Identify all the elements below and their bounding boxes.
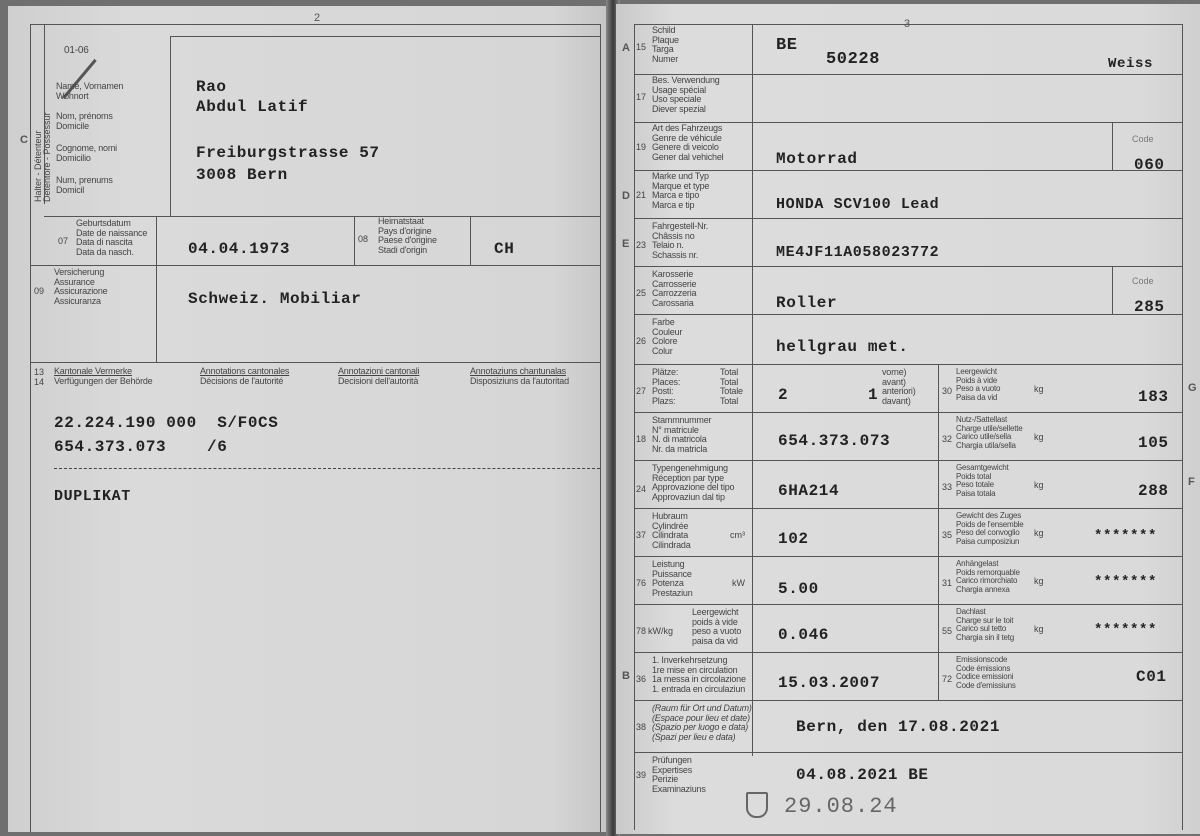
towing-load-value: ******* <box>1094 574 1158 590</box>
payload-unit: kg <box>1034 432 1044 442</box>
inspection-value: 04.08.2021 BE <box>796 766 929 784</box>
train-weight-value: ******* <box>1094 528 1158 544</box>
power-ratio-value: 0.046 <box>778 626 830 644</box>
field-23-number: 23 <box>636 240 647 250</box>
color-label: Farbe Couleur Colore Colur <box>652 317 683 356</box>
first-registration-label: 1. Inverkehrsetzung 1re mise en circulation 1a messa in circolazione 1. entrada en circulaziun <box>652 655 746 694</box>
first-registration-value: 15.03.2007 <box>778 674 881 692</box>
body-code-label: Code <box>1132 276 1154 286</box>
field-32-number: 32 <box>942 434 953 444</box>
frame-right <box>600 24 601 364</box>
field-08-number: 08 <box>358 234 369 244</box>
holder-name-label: Name, Vornamen Wohnort <box>56 81 124 101</box>
place-date-label: (Raum für Ort und Datum) (Espace pour lieu et date) (Spazio per luogo e data) (Spazi per lieu e data) <box>652 703 752 742</box>
roof-load-unit: kg <box>1034 624 1044 634</box>
insurance-value: Schweiz. Mobiliar <box>188 290 362 308</box>
displacement-value: 102 <box>778 530 809 548</box>
frame-top <box>634 24 1182 25</box>
origin-value: CH <box>494 240 515 258</box>
page-number: 3 <box>904 18 911 30</box>
annotations-fr-1: Annotations cantonales <box>200 366 290 376</box>
vin-label: Fahrgestell-Nr. Châssis no Telaio n. Schassis nr. <box>652 221 709 260</box>
frame-right-lower <box>600 362 601 832</box>
vehicle-type-code: 060 <box>1134 156 1165 174</box>
plate-color: Weiss <box>1108 56 1154 72</box>
make-model-value: HONDA SCV100 Lead <box>776 196 940 213</box>
holder-given-names: Abdul Latif <box>196 98 309 116</box>
row-line <box>634 700 1182 701</box>
train-weight-unit: kg <box>1034 528 1044 538</box>
annotations-de-2: Verfügungen der Behörde <box>54 376 153 386</box>
registry-number-label: Stammnummer N° matricule N. di matricola Nr. da matricla <box>652 415 712 454</box>
holder-box-top <box>170 36 600 37</box>
row-line <box>634 314 1182 315</box>
row-line <box>634 556 1182 557</box>
field-78-number: 78 <box>636 626 647 636</box>
field-09-number: 09 <box>34 286 45 296</box>
vehicle-type-code-label: Code <box>1132 134 1154 144</box>
field-33-number: 33 <box>942 482 953 492</box>
field-37-number: 37 <box>636 530 647 540</box>
annotations-it-2: Decisioni dell'autorità <box>338 376 419 386</box>
right-page <box>616 4 1200 834</box>
body-code: 285 <box>1134 298 1165 316</box>
origin-value-divider <box>470 216 471 265</box>
holder-fr-label: Nom, prénoms Domicile <box>56 111 113 131</box>
side-letter-f: F <box>1188 476 1195 488</box>
seats-total-label: Total Total Totale Total <box>720 367 743 406</box>
row-line <box>634 752 1182 753</box>
stamp-date: 29.08.24 <box>784 794 898 819</box>
vin-value: ME4JF11A058023772 <box>776 244 940 261</box>
annotations-rm-2: Disposiziuns da l'autoritad <box>470 376 569 386</box>
type-approval-value: 6HA214 <box>778 482 840 500</box>
payload-label: Nutz-/Sattellast Charge utile/sellette Carico utile/sella Chargia utila/sella <box>956 415 1023 450</box>
left-page <box>8 6 612 832</box>
row-line <box>634 604 1182 605</box>
row-line <box>634 508 1182 509</box>
vehicle-type-label: Art des Fahrzeugs Genre de véhicule Genere di veicolo Gener dal vehichel <box>652 123 724 162</box>
seats-front-value: 1 <box>868 386 879 404</box>
annotation-duplikat: DUPLIKAT <box>54 488 131 505</box>
displacement-unit: cm³ <box>730 530 745 540</box>
roof-load-label: Dachlast Charge sur le toit Carico sul tetto Chargia sin il tetg <box>956 607 1015 642</box>
holder-vertical-label: Halter - Détenteur Detentore - Possessur <box>33 112 52 202</box>
row-line <box>634 412 1182 413</box>
row-divider-birth <box>44 216 600 217</box>
plate-number: 50228 <box>826 50 881 69</box>
label-divider <box>156 216 157 362</box>
field-27-number: 27 <box>636 386 647 396</box>
holder-city: 3008 Bern <box>196 166 288 184</box>
field-18-number: 18 <box>636 434 647 444</box>
seats-front-label: vorne) avant) anteriori) davant) <box>882 367 916 406</box>
type-approval-label: Typengenehmigung Réception par type Approvazione del tipo Approvaziun dal tip <box>652 463 735 502</box>
label-column-divider <box>752 24 753 756</box>
kw-kg-label: kW/kg <box>648 626 674 636</box>
code-column-divider <box>1112 122 1113 170</box>
field-36-number: 36 <box>636 674 647 684</box>
row-line <box>634 170 1182 171</box>
emission-code-value: C01 <box>1136 668 1167 686</box>
seats-label: Plätze: Places: Posti: Plazs: <box>652 367 681 406</box>
birth-date-label: Geburtsdatum Date de naissance Data di nascita Data da nasch. <box>76 218 148 257</box>
power-ratio-label: Leergewicht poids à vide peso a vuoto paisa da vid <box>692 607 742 646</box>
date-mark: 01-06 <box>64 45 89 56</box>
annotation-line-1: 22.224.190 000 S/F0CS <box>54 414 279 432</box>
inspection-label: Prüfungen Expertises Perizie Examinaziuns <box>652 755 706 794</box>
side-letter-e: E <box>622 238 630 250</box>
holder-divider <box>170 36 171 216</box>
insurance-label: Versicherung Assurance Assicurazione Assicuranza <box>54 267 108 306</box>
row-line <box>634 218 1182 219</box>
field-13-number: 13 <box>34 367 45 377</box>
origin-divider <box>354 216 355 265</box>
towing-load-unit: kg <box>1034 576 1044 586</box>
canton-crest-icon <box>746 792 768 818</box>
row-line <box>634 652 1182 653</box>
displacement-label: Hubraum Cylindrée Cilindrata Cilindrada <box>652 511 691 550</box>
plate-label: Schild Plaque Targa Numer <box>652 25 679 64</box>
power-label: Leistung Puissance Potenza Prestaziun <box>652 559 693 598</box>
birth-date-value: 04.04.1973 <box>188 240 291 258</box>
field-35-number: 35 <box>942 530 953 540</box>
field-15-number: 15 <box>636 42 647 52</box>
color-value: hellgrau met. <box>776 338 909 356</box>
registry-number-value: 654.373.073 <box>778 432 891 450</box>
code-column-divider <box>1112 266 1113 314</box>
make-model-label: Marke und Typ Marque et type Marca e tipo Marca e tip <box>652 171 710 210</box>
roof-load-value: ******* <box>1094 622 1158 638</box>
frame-left <box>634 24 635 830</box>
annotations-rm-1: Annotaziuns chantunalas <box>470 366 566 376</box>
side-letter-a: A <box>622 42 630 54</box>
annotation-line-2: 654.373.073 /6 <box>54 438 228 456</box>
body-value: Roller <box>776 294 838 312</box>
field-26-number: 26 <box>636 336 647 346</box>
field-38-number: 38 <box>636 722 647 732</box>
train-weight-label: Gewicht des Zuges Poids de l'ensemble Peso del convoglio Paisa cumposiziun <box>956 511 1024 546</box>
field-76-number: 76 <box>636 578 647 588</box>
body-label: Karosserie Carrosserie Carrozzeria Carossaria <box>652 269 697 308</box>
special-use-label: Bes. Verwendung Usage spécial Uso speciale Diever spezial <box>652 75 720 114</box>
total-weight-unit: kg <box>1034 480 1044 490</box>
frame-left-lower <box>30 362 31 832</box>
total-weight-label: Gesamtgewicht Poids total Peso totale Paisa totala <box>956 463 1009 498</box>
row-line <box>634 364 1182 365</box>
page-number: 2 <box>314 12 321 24</box>
seats-total-value: 2 <box>778 386 789 404</box>
annotation-separator <box>54 468 600 469</box>
empty-weight-value: 183 <box>1138 388 1169 406</box>
empty-weight-unit: kg <box>1034 384 1044 394</box>
middle-column-divider <box>938 364 939 700</box>
holder-street: Freiburgstrasse 57 <box>196 144 380 162</box>
row-line <box>634 460 1182 461</box>
field-19-number: 19 <box>636 142 647 152</box>
empty-weight-label: Leergewicht Poids à vide Peso a vuoto Paisa da vid <box>956 367 1001 402</box>
towing-load-label: Anhängelast Poids remorquable Carico rimorchiato Chargia annexa <box>956 559 1020 594</box>
field-24-number: 24 <box>636 484 647 494</box>
field-17-number: 17 <box>636 92 647 102</box>
side-letter-g: G <box>1188 382 1197 394</box>
row-divider-annotations <box>30 362 600 363</box>
row-line <box>634 266 1182 267</box>
power-value: 5.00 <box>778 580 819 598</box>
field-55-number: 55 <box>942 626 953 636</box>
power-unit: kW <box>732 578 745 588</box>
field-39-number: 39 <box>636 770 647 780</box>
total-weight-value: 288 <box>1138 482 1169 500</box>
plate-canton: BE <box>776 36 798 55</box>
frame-left <box>30 24 31 364</box>
holder-rm-label: Num, prenums Domicil <box>56 175 113 195</box>
emission-code-label: Emissionscode Code émissions Codice emissioni Code d'emissiuns <box>956 655 1016 690</box>
side-letter-b: B <box>622 670 630 682</box>
frame-right <box>1182 24 1183 830</box>
field-07-number: 07 <box>58 236 69 246</box>
field-31-number: 31 <box>942 578 953 588</box>
holder-it-label: Cognome, nomi Domicilio <box>56 143 117 163</box>
frame-top <box>30 24 600 25</box>
annotations-fr-2: Décisions de l'autorité <box>200 376 284 386</box>
side-letter-d: D <box>622 190 630 202</box>
origin-label: Heimatstaat Pays d'origine Paese d'origine Stadi d'origin <box>378 216 437 255</box>
field-14-number: 14 <box>34 377 45 387</box>
place-date-value: Bern, den 17.08.2021 <box>796 718 1001 736</box>
payload-value: 105 <box>1138 434 1169 452</box>
field-72-number: 72 <box>942 674 953 684</box>
annotations-it-1: Annotazioni cantonali <box>338 366 420 376</box>
holder-surname: Rao <box>196 78 227 96</box>
field-30-number: 30 <box>942 386 953 396</box>
side-letter-c: C <box>20 134 28 146</box>
field-25-number: 25 <box>636 288 647 298</box>
field-21-number: 21 <box>636 190 647 200</box>
vehicle-type-value: Motorrad <box>776 150 858 168</box>
annotations-de-1: Kantonale Vermerke <box>54 366 132 376</box>
row-divider-insurance <box>30 265 600 266</box>
